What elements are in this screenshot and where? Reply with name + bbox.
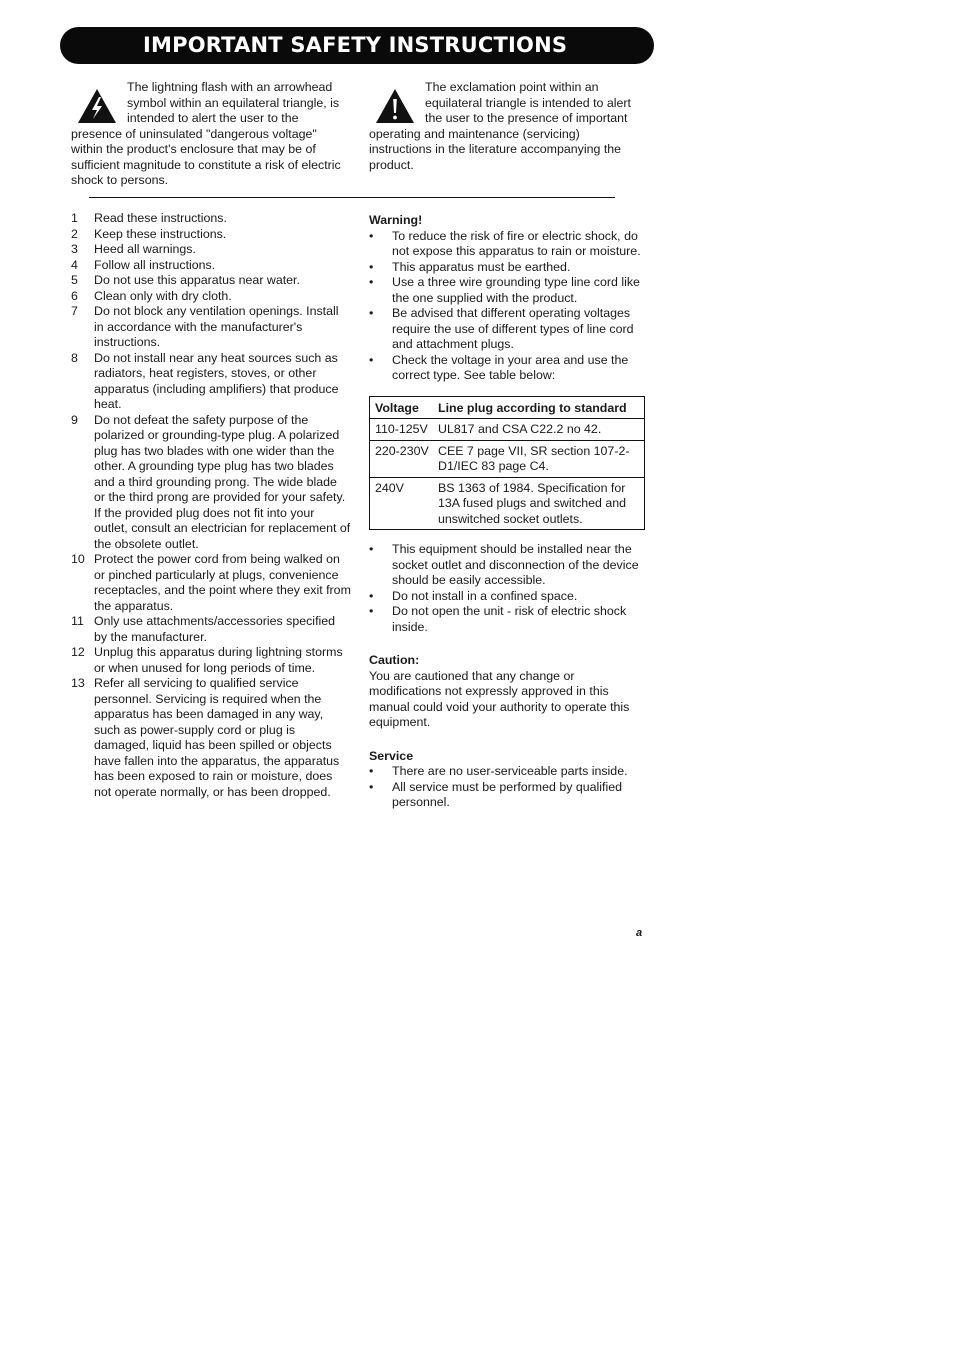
lightning-warning-icon bbox=[77, 88, 117, 124]
exclamation-notice-text: The exclamation point within an equilateral triangle is intended to alert the user to the presence of important operating and maintenance (servicing) instructions in the literature accompanying the product. bbox=[369, 80, 631, 172]
list-item bbox=[71, 242, 351, 258]
table-row bbox=[370, 440, 645, 477]
caution-heading: Caution: bbox=[369, 653, 420, 667]
installation-notes-list bbox=[369, 542, 647, 635]
bullet: • bbox=[369, 542, 374, 556]
standard-cell: BS 1363 of 1984. Specification for 13A fused plugs and switched and unswitched socket outlets. bbox=[438, 480, 627, 526]
list-item bbox=[369, 306, 647, 353]
item-text: Do not block any ventilation openings. Install in accordance with the manufacturer's instructions. bbox=[94, 304, 339, 349]
item-number: 10 bbox=[71, 552, 85, 566]
service-list bbox=[369, 764, 647, 811]
table-row bbox=[370, 477, 645, 530]
item-number: 13 bbox=[71, 676, 85, 690]
item-text: Keep these instructions. bbox=[94, 226, 227, 241]
list-item bbox=[369, 229, 647, 260]
list-item bbox=[369, 764, 647, 780]
list-item bbox=[369, 260, 647, 276]
list-item bbox=[369, 589, 647, 605]
bullet: • bbox=[369, 275, 374, 289]
lightning-notice-text: The lightning flash with an arrowhead symbol within an equilateral triangle, is intended to alert the user to the presence of uninsulated "dangerous voltage" within the product's enclosure that may be of sufficient magnitude to constitute a risk of electric shock to persons. bbox=[71, 80, 341, 187]
instructions-column bbox=[71, 211, 351, 800]
bullet: • bbox=[369, 588, 374, 603]
voltage-column-header: Voltage bbox=[370, 396, 434, 419]
exclamation-notice bbox=[369, 80, 644, 173]
item-number: 4 bbox=[71, 257, 78, 272]
standard-column-header: Line plug according to standard bbox=[433, 396, 645, 419]
page-number: a bbox=[636, 927, 643, 939]
list-item bbox=[71, 351, 351, 413]
standard-cell: CEE 7 page VII, SR section 107-2-D1/IEC 83 page C4. bbox=[433, 440, 645, 477]
list-item bbox=[369, 353, 647, 384]
table-header-row bbox=[370, 396, 645, 419]
item-text: There are no user-serviceable parts inside. bbox=[392, 764, 628, 778]
item-number: 3 bbox=[71, 242, 78, 256]
item-text: This apparatus must be earthed. bbox=[392, 259, 571, 274]
list-item bbox=[369, 275, 647, 306]
item-text: To reduce the risk of fire or electric shock, do not expose this apparatus to rain or moisture. bbox=[392, 228, 641, 258]
item-text: Read these instructions. bbox=[94, 211, 227, 225]
list-item bbox=[71, 304, 351, 351]
list-item bbox=[71, 645, 351, 676]
voltage-cell: 220-230V bbox=[370, 440, 434, 477]
item-number: 6 bbox=[71, 288, 78, 303]
item-text: Protect the power cord from being walked on or pinched particularly at plugs, convenience receptacles, and the point where they exit from the apparatus. bbox=[94, 552, 351, 613]
list-item bbox=[369, 542, 647, 589]
item-text: Do not install in a confined space. bbox=[392, 588, 578, 603]
list-item bbox=[71, 258, 351, 274]
lightning-notice bbox=[71, 80, 351, 189]
bullet: • bbox=[369, 779, 374, 794]
item-text: Do not use this apparatus near water. bbox=[94, 273, 300, 287]
title-banner bbox=[60, 27, 654, 64]
warning-list bbox=[369, 229, 647, 384]
warnings-column bbox=[369, 211, 647, 811]
bullet: • bbox=[369, 604, 374, 618]
item-text: Do not defeat the safety purpose of the polarized or grounding-type plug. A polarized plug has two blades with one wider than the other. A grounding type plug has two blades and a third grounding prong. The wide blade or the third prong are provided for your safety. If the provided plug does not fit into your outlet, consult an electrician for replacement of the obsolete outlet. bbox=[94, 412, 351, 551]
list-item bbox=[369, 780, 647, 811]
list-item bbox=[71, 676, 351, 800]
item-text: Refer all servicing to qualified service personnel. Servicing is required when the apparatus has been damaged in any way, such as power-supply cord or plug is damaged, liquid has been spilled or objects have fallen into the apparatus, the apparatus has been exposed to rain or moisture, does not operate normally, or has been dropped. bbox=[94, 676, 340, 799]
caution-text: You are cautioned that any change or modifications not expressly approved in this manual could void your authority to operate this equipment. bbox=[369, 668, 630, 729]
service-heading: Service bbox=[369, 748, 414, 763]
bullet: • bbox=[369, 228, 374, 243]
item-text: Follow all instructions. bbox=[94, 257, 216, 272]
item-text: Use a three wire grounding type line cord like the one supplied with the product. bbox=[392, 275, 640, 305]
item-number: 11 bbox=[71, 614, 84, 628]
item-text: Clean only with dry cloth. bbox=[94, 288, 232, 303]
list-item bbox=[71, 211, 351, 227]
item-number: 2 bbox=[71, 226, 78, 241]
list-item bbox=[369, 604, 647, 635]
bullet: • bbox=[369, 352, 374, 367]
list-item bbox=[71, 614, 351, 645]
item-number: 9 bbox=[71, 412, 78, 427]
item-number: 1 bbox=[71, 211, 78, 225]
item-text: Be advised that different operating voltages require the use of different types of line cord and attachment plugs. bbox=[392, 306, 634, 351]
item-number: 12 bbox=[71, 645, 85, 659]
list-item bbox=[71, 413, 351, 553]
bullet: • bbox=[369, 764, 374, 778]
list-item bbox=[71, 289, 351, 305]
item-text: Check the voltage in your area and use the correct type. See table below: bbox=[392, 352, 629, 382]
plug-standard-table bbox=[369, 396, 645, 531]
item-number: 5 bbox=[71, 273, 78, 287]
item-text: Heed all warnings. bbox=[94, 242, 196, 256]
list-item bbox=[71, 273, 351, 289]
standard-cell: UL817 and CSA C22.2 no 42. bbox=[433, 419, 645, 441]
table-row bbox=[370, 419, 645, 441]
bullet: • bbox=[369, 259, 374, 274]
voltage-cell: 240V bbox=[375, 480, 404, 495]
bullet: • bbox=[369, 306, 374, 320]
list-item bbox=[71, 227, 351, 243]
item-text: Only use attachments/accessories specified by the manufacturer. bbox=[94, 614, 336, 644]
instructions-list bbox=[71, 211, 351, 800]
voltage-cell: 110-125V bbox=[370, 419, 434, 441]
item-text: All service must be performed by qualified personnel. bbox=[392, 779, 623, 809]
section-divider bbox=[89, 197, 615, 198]
warning-heading: Warning! bbox=[369, 213, 423, 227]
exclamation-warning-icon bbox=[375, 88, 415, 124]
item-text: Do not install near any heat sources such as radiators, heat registers, stoves, or other apparatus (including amplifiers) that produce heat. bbox=[94, 350, 339, 411]
item-text: Unplug this apparatus during lightning storms or when unused for long periods of time. bbox=[94, 645, 343, 675]
item-text: Do not open the unit - risk of electric shock inside. bbox=[392, 604, 627, 634]
list-item bbox=[71, 552, 351, 614]
item-number: 7 bbox=[71, 304, 78, 318]
page-title: IMPORTANT SAFETY INSTRUCTIONS bbox=[143, 33, 568, 57]
item-text: This equipment should be installed near the socket outlet and disconnection of the device should be easily accessible. bbox=[392, 542, 639, 587]
item-number: 8 bbox=[71, 350, 78, 365]
